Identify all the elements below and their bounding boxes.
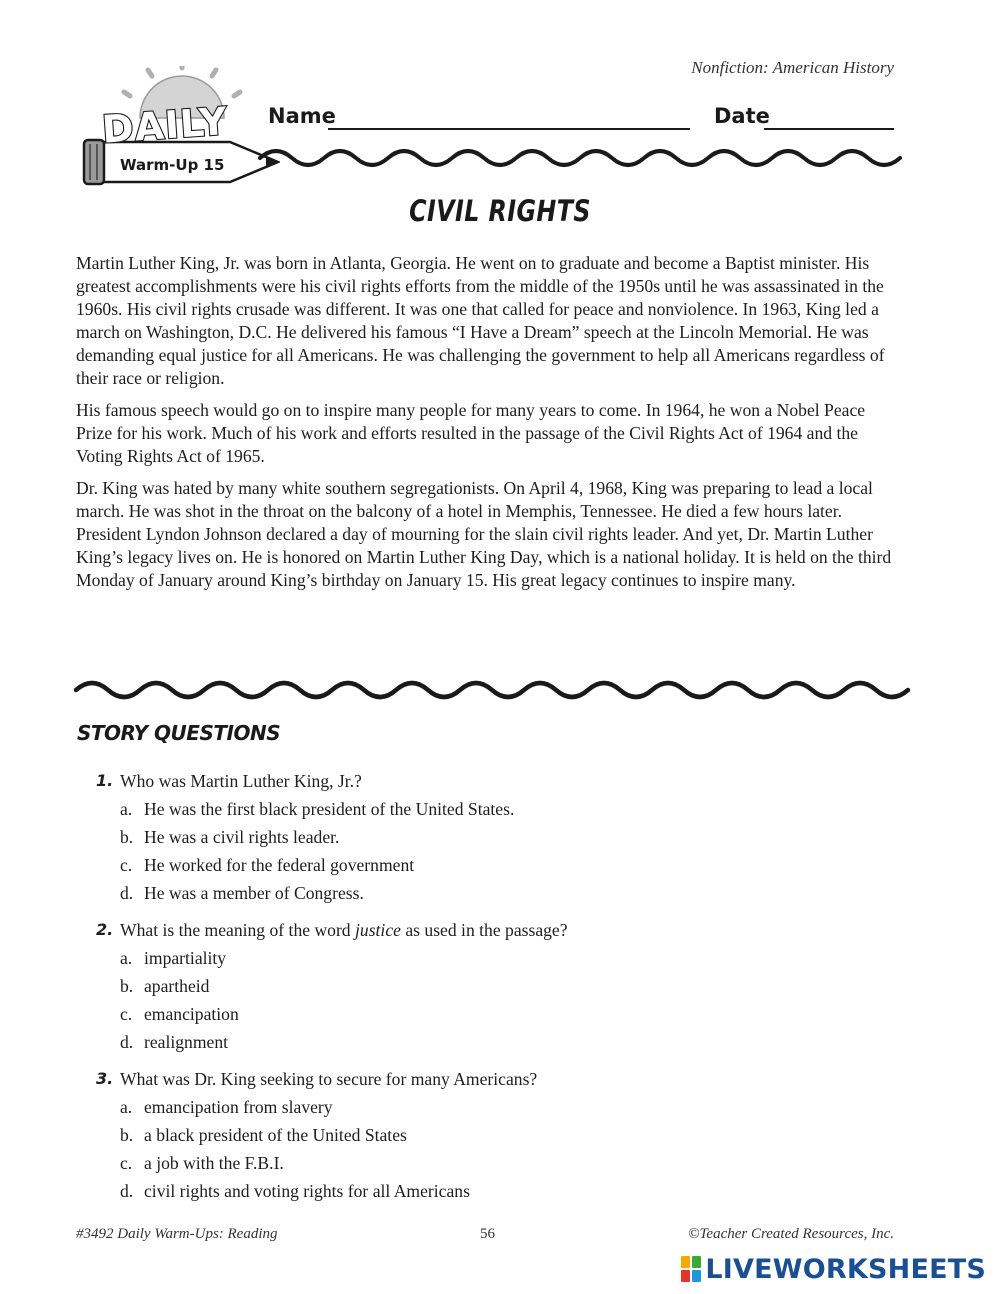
option-text: civil rights and voting rights for all Americans — [144, 1181, 470, 1201]
footer-copyright: ©Teacher Created Resources, Inc. — [688, 1226, 894, 1242]
answer-option[interactable] — [96, 1178, 896, 1206]
option-text: emancipation — [144, 1004, 239, 1024]
section-wave-divider — [76, 678, 896, 702]
question-2 — [96, 917, 896, 1057]
passage-paragraph: Martin Luther King, Jr. was born in Atlanta, Georgia. He went on to graduate and become a Baptist minister. His greatest accomplishments were his civil rights efforts from the middle of the 1950s until he was assassinated in the 1960s. His civil rights crusade was different. It was one that called for peace and nonviolence. In 1963, King led a march on Washington, D.C. He delivered his famous “I Have a Dream” speech at the Lincoln Memorial. He was demanding equal justice for all Americans. He was challenging the government to help all Americans regardless of their race or religion. — [76, 253, 885, 388]
option-text: realignment — [144, 1032, 229, 1052]
option-text: He worked for the federal government — [144, 855, 415, 875]
answer-option[interactable] — [96, 1122, 896, 1150]
daily-warmup-logo — [80, 66, 280, 190]
reading-passage — [76, 252, 900, 601]
date-input-line[interactable] — [764, 128, 894, 130]
option-letter: a. — [120, 1097, 133, 1117]
option-text: a job with the F.B.I. — [144, 1153, 284, 1173]
passage-paragraph: Dr. King was hated by many white southern segregationists. On April 4, 1968, King was preparing to lead a local march. He was shot in the throat on the balcony of a hotel in Memphis, Tennessee. He died a few hours later. President Lyndon Johnson declared a day of mourning for the slain civil rights leader. And yet, Dr. Martin Luther King’s legacy lives on. He is honored on Martin Luther King Day, which is a national holiday. It is held on the third Monday of January around King’s birthday on January 15. His great legacy continues to inspire many. — [76, 478, 892, 590]
option-letter: c. — [120, 1153, 133, 1173]
question-keyword: justice — [355, 920, 401, 940]
answer-option[interactable] — [96, 852, 896, 880]
option-letter: c. — [120, 855, 133, 875]
date-label: Date — [714, 104, 770, 128]
questions-list — [96, 768, 896, 1215]
answer-option[interactable] — [96, 880, 896, 908]
option-letter: d. — [120, 1032, 134, 1052]
option-text: He was a civil rights leader. — [144, 827, 340, 847]
option-letter: d. — [120, 1181, 134, 1201]
question-text: What was Dr. King seeking to secure for many Americans? — [120, 1069, 538, 1089]
page-title: CIVIL RIGHTS — [409, 194, 591, 228]
genre-label: Nonfiction: American History — [691, 58, 894, 77]
question-text-start: What is the meaning of the word — [120, 920, 356, 940]
question-number: 1. — [96, 771, 114, 790]
passage-paragraph: His famous speech would go on to inspire many people for many years to come. In 1964, he won a Nobel Peace Prize for his work. Much of his work and efforts resulted in the passage of the Civil Rights Act of 1964 and the Voting Rights Act of 1965. — [76, 400, 866, 466]
answer-option[interactable] — [96, 945, 896, 973]
question-number: 3. — [96, 1069, 114, 1088]
liveworksheets-logo-icon — [681, 1256, 701, 1282]
footer-book-title: #3492 Daily Warm-Ups: Reading — [76, 1226, 278, 1242]
option-letter: a. — [120, 948, 133, 968]
answer-option[interactable] — [96, 973, 896, 1001]
question-1 — [96, 768, 896, 908]
question-number: 2. — [96, 920, 114, 939]
option-text: He was a member of Congress. — [144, 883, 364, 903]
option-letter: c. — [120, 1004, 133, 1024]
answer-option[interactable] — [96, 796, 896, 824]
liveworksheets-text: LIVEWORKSHEETS — [705, 1253, 986, 1285]
option-letter: b. — [120, 827, 134, 847]
name-input-line[interactable] — [328, 128, 690, 130]
question-text — [120, 917, 568, 945]
question-text: Who was Martin Luther King, Jr.? — [120, 771, 362, 791]
answer-option[interactable] — [96, 1001, 896, 1029]
question-text-end: as used in the passage? — [400, 920, 568, 940]
answer-option[interactable] — [96, 1029, 896, 1057]
option-text: emancipation from slavery — [144, 1097, 333, 1117]
option-letter: d. — [120, 883, 134, 903]
story-questions-heading: STORY QUESTIONS — [77, 721, 281, 745]
option-text: apartheid — [144, 976, 210, 996]
answer-option[interactable] — [96, 1150, 896, 1178]
option-text: a black president of the United States — [144, 1125, 407, 1145]
liveworksheets-watermark[interactable] — [681, 1252, 986, 1286]
option-letter: b. — [120, 976, 134, 996]
header-wave-divider — [260, 146, 896, 170]
footer-page-number: 56 — [480, 1226, 495, 1242]
logo-warmup-text: Warm-Up 15 — [120, 156, 225, 174]
option-text: impartiality — [144, 948, 227, 968]
answer-option[interactable] — [96, 824, 896, 852]
option-text: He was the first black president of the United States. — [144, 799, 515, 819]
answer-option[interactable] — [96, 1094, 896, 1122]
option-letter: a. — [120, 799, 133, 819]
question-3 — [96, 1066, 896, 1206]
name-label: Name — [268, 104, 336, 128]
logo-daily-text: DAILY — [100, 99, 230, 152]
option-letter: b. — [120, 1125, 134, 1145]
